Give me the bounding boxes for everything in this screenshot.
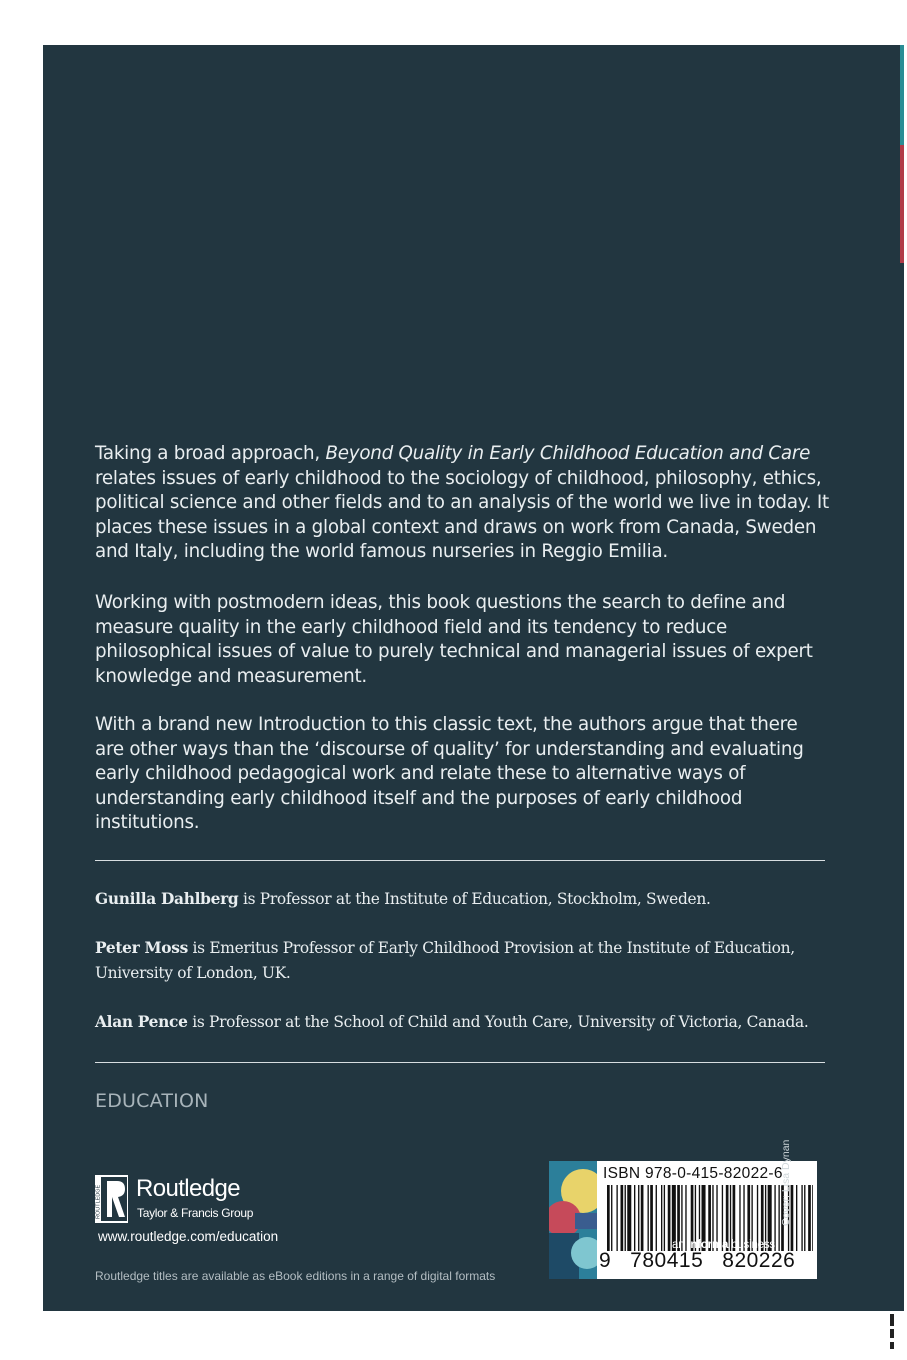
blurb-paragraph-1: Taking a broad approach, Beyond Quality in Early Childhood Education and Care relates issues of early childhood to the sociology of childhood, philosophy, ethics, political science and other fields and to an analysis of the world we live in today. It places these issues in a global context and draws on work from Canada, Sweden and Italy, including the world famous nurseries in Reggio Emilia. (95, 443, 829, 562)
author-bio-pence: Alan Pence is Professor at the School of Child and Youth Care, University of Victoria, Canada. (95, 1013, 809, 1031)
isbn-barcode-panel (549, 1161, 817, 1279)
author-name: Gunilla Dahlberg (95, 890, 239, 908)
publisher-group: Taylor & Francis Group (137, 1206, 254, 1220)
cover-credit: Cover: Lisa Dynan (780, 1139, 792, 1226)
informa-business-tag: an informa business (672, 1239, 775, 1251)
author-bio-dahlberg: Gunilla Dahlberg is Professor at the Institute of Education, Stockholm, Sweden. (95, 890, 711, 908)
spine-edge-teal (900, 45, 904, 145)
back-cover (43, 45, 904, 1311)
divider-top (95, 860, 825, 861)
author-name: Alan Pence (95, 1013, 188, 1031)
book-title: Beyond Quality in Early Childhood Education and Care (325, 443, 811, 464)
author-bio-moss: Peter Moss is Emeritus Professor of Early Childhood Provision at the Institute of Education, University of London, UK. (95, 939, 795, 982)
author-name: Peter Moss (95, 939, 188, 957)
routledge-logo-icon (95, 1175, 128, 1223)
svg-text:ROUTLEDGE: ROUTLEDGE (95, 1184, 102, 1219)
divider-bottom (95, 1062, 825, 1063)
cover-thumbnail-art (549, 1161, 597, 1279)
spine-edge-red (900, 145, 904, 263)
blurb-paragraph-2: Working with postmodern ideas, this book questions the search to define and measure quality in the early childhood field and its tendency to reduce philosophical issues of value to purely technical and managerial issues of expert knowledge and measurement. (95, 592, 813, 687)
isbn-digits: 9 780415 820226 (599, 1249, 796, 1272)
subject-category: EDUCATION (95, 1090, 209, 1112)
publisher-url[interactable]: www.routledge.com/education (98, 1229, 279, 1244)
publisher-name: Routledge (136, 1175, 241, 1202)
crop-marks (888, 1312, 907, 1360)
isbn-label: ISBN 978-0-415-82022-6 (603, 1165, 783, 1182)
blurb-paragraph-3: With a brand new Introduction to this classic text, the authors argue that there are other ways than the ‘discourse of quality’ for understanding and evaluating early childhood pedagogical work and relate these to alternative ways of understanding early childhood itself and the purposes of early childhood institutions. (95, 714, 804, 833)
ebook-note: Routledge titles are available as eBook editions in a range of digital formats (95, 1269, 496, 1283)
